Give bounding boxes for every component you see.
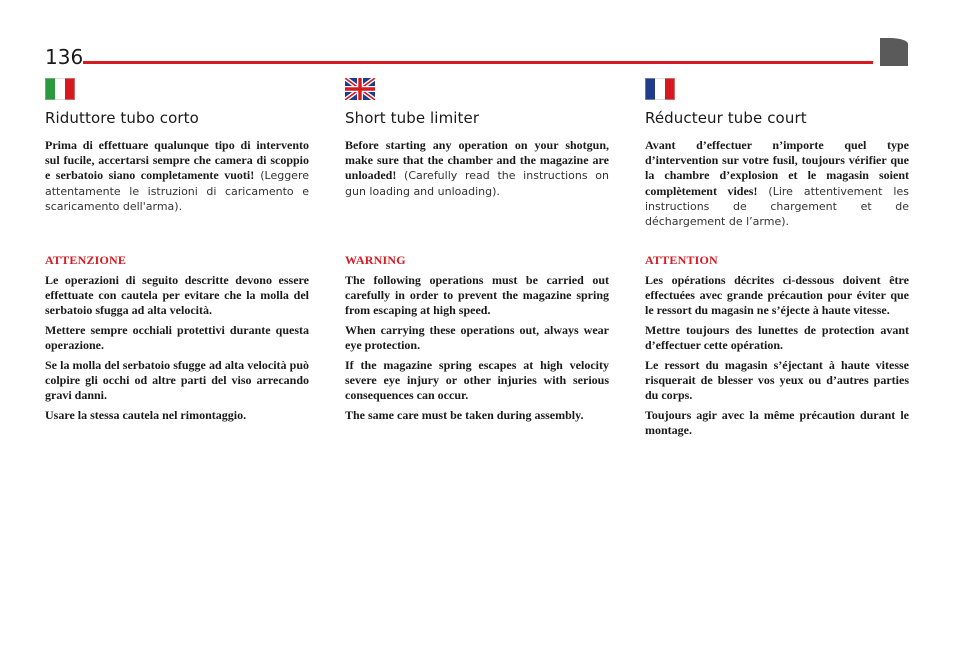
warning-paragraph: If the magazine spring escapes at high velocity severe eye injury or other injuries with serious consequences can occur.	[345, 358, 609, 403]
warning-paragraph: Se la molla del serbatoio sfugge ad alta velocità può colpire gli occhi od altre parti del viso arrecando gravi danni.	[45, 358, 309, 403]
warning-body	[645, 273, 909, 443]
warning-body	[345, 273, 609, 428]
intro-bold: Prima di effettuare qualunque tipo di intervento sul fucile, accertarsi sempre che camera di scoppio e serbatoio siano completamente vuoti!	[45, 138, 309, 183]
warning-label: ATTENTION	[645, 253, 718, 267]
intro-normal: (Leggere attentamente le istruzioni di caricamento e scaricamento dell'arma).	[45, 169, 309, 213]
intro-bold: Avant d’effectuer n’importe quel type d’intervention sur votre fusil, toujours vérifier que la chambre d’explosion et le magasin soient complètement vides!	[645, 138, 909, 198]
warning-paragraph: Usare la stessa cautela nel rimontaggio.	[45, 408, 247, 423]
warning-paragraph: Le ressort du magasin s’éjectant à haute vitesse risquerait de blesser vos yeux ou d’autres parties du corps.	[645, 358, 909, 403]
french-flag-icon	[645, 78, 675, 100]
intro-text	[645, 138, 909, 229]
column-english	[345, 78, 609, 423]
page-number: 136	[45, 45, 84, 69]
intro-bold: Before starting any operation on your shotgun, make sure that the chamber and the magazine are unloaded!	[345, 138, 609, 183]
section-title: Réducteur tube court	[645, 109, 807, 127]
section-title: Short tube limiter	[345, 109, 480, 127]
section-title: Riduttore tubo corto	[45, 109, 199, 127]
intro-normal: (Carefully read the instructions on gun loading and unloading).	[345, 169, 609, 198]
intro-text	[345, 138, 609, 199]
intro-text	[45, 138, 309, 214]
italian-flag-icon	[45, 78, 75, 100]
intro-normal: (Lire attentivement les instructions de chargement et de déchargement de l’arme).	[645, 184, 909, 229]
column-french	[645, 78, 909, 438]
warning-label: ATTENZIONE	[45, 253, 127, 267]
warning-paragraph: The same care must be taken during assembly.	[345, 408, 584, 423]
warning-paragraph: Toujours agir avec la même précaution durant le montage.	[645, 408, 909, 438]
warning-paragraph: When carrying these operations out, always wear eye protection.	[345, 323, 609, 353]
header-rule	[83, 61, 873, 64]
warning-body	[45, 273, 309, 428]
column-italian	[45, 78, 309, 423]
warning-paragraph: Les opérations décrites ci-dessous doivent être effectuées avec grande précaution pour éviter que le ressort du magasin ne s’éjecte à haute vitesse.	[645, 273, 909, 318]
warning-label: WARNING	[345, 253, 406, 267]
warning-paragraph: Le operazioni di seguito descritte devono essere effettuate con cautela per evitare che la molla del serbatoio sfugga ad alta velocità.	[45, 273, 309, 318]
corner-tab	[880, 38, 908, 66]
uk-flag-icon	[345, 78, 375, 100]
warning-paragraph: The following operations must be carried out carefully in order to prevent the magazine spring from escaping at high speed.	[345, 273, 609, 318]
warning-paragraph: Mettre toujours des lunettes de protection avant d’effectuer cette opération.	[645, 323, 909, 353]
warning-paragraph: Mettere sempre occhiali protettivi durante questa operazione.	[45, 323, 309, 353]
